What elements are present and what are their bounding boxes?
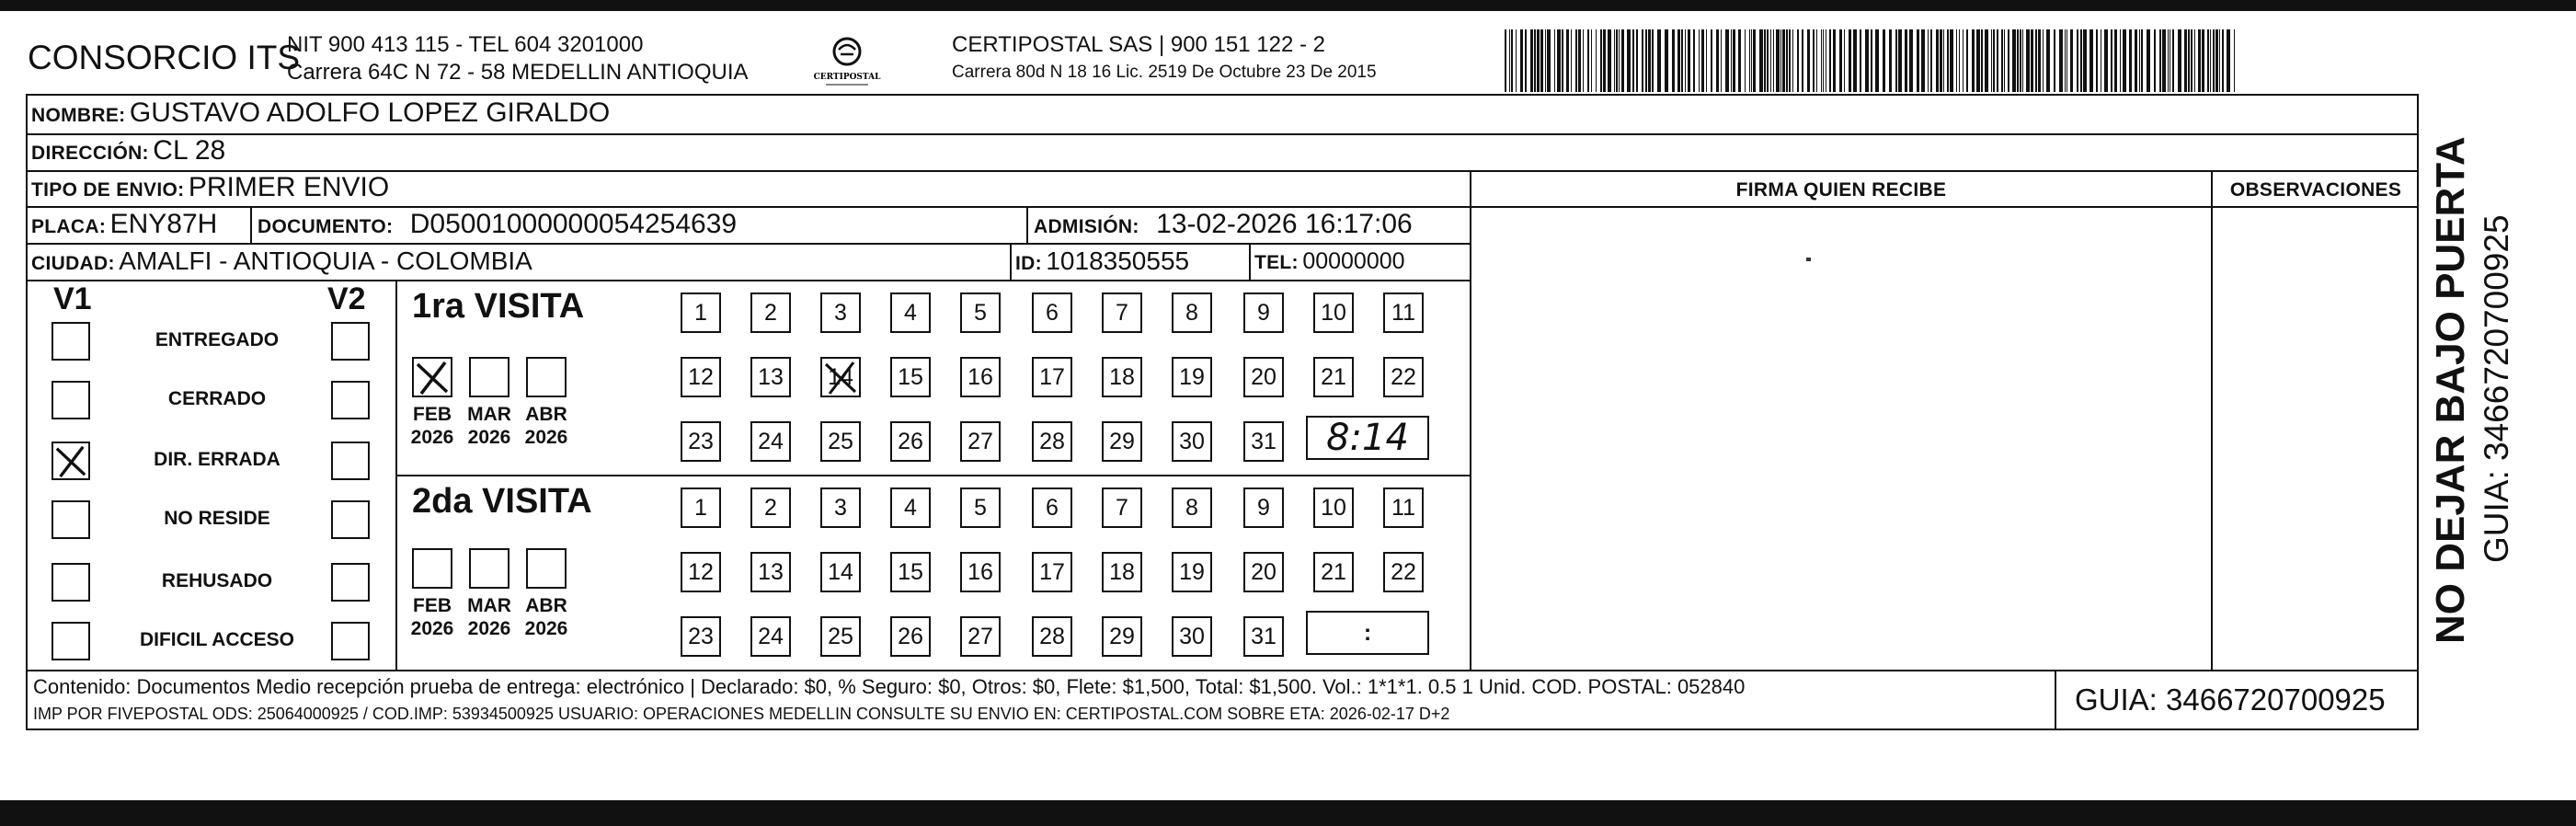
admision-label: ADMISIÓN: <box>1034 216 1139 237</box>
day-box[interactable] <box>820 552 861 592</box>
placa-label: PLACA: <box>31 216 107 237</box>
month-label: MAR <box>467 595 511 616</box>
month-year: 2026 <box>524 427 568 448</box>
month-year: 2026 <box>524 618 568 639</box>
day-box[interactable] <box>1032 421 1072 462</box>
placa-field <box>31 209 217 240</box>
day-number: 6 <box>1046 495 1059 521</box>
carrier-info <box>952 31 1377 86</box>
day-number: 4 <box>904 495 917 521</box>
day-box[interactable] <box>960 552 1001 592</box>
row-divider <box>26 133 2419 135</box>
visit1-time-box[interactable] <box>1306 416 1429 460</box>
day-box[interactable] <box>890 357 931 397</box>
day-box[interactable] <box>750 488 791 528</box>
day-box[interactable] <box>1313 293 1354 333</box>
v1-checkbox[interactable] <box>52 622 90 660</box>
day-box[interactable] <box>890 421 931 462</box>
day-number: 30 <box>1179 429 1205 454</box>
status-label: REHUSADO <box>161 570 273 591</box>
day-box[interactable] <box>750 421 791 462</box>
day-number: 5 <box>974 495 987 521</box>
day-number: 12 <box>688 559 714 585</box>
status-label: CERRADO <box>167 388 267 409</box>
nit-line: NIT 900 413 115 - TEL 604 3201000 <box>287 32 644 57</box>
day-box[interactable] <box>960 488 1001 528</box>
day-box[interactable] <box>890 488 931 528</box>
day-box[interactable] <box>820 488 861 528</box>
day-box[interactable] <box>1102 293 1142 333</box>
v2-checkbox[interactable] <box>331 500 370 539</box>
day-box[interactable] <box>820 616 861 657</box>
day-number: 7 <box>1116 300 1128 326</box>
v2-checkbox[interactable] <box>331 622 370 660</box>
day-number: 14 <box>828 559 853 585</box>
day-number: 29 <box>1109 429 1135 454</box>
day-number: 19 <box>1179 559 1205 585</box>
day-number: 16 <box>967 364 993 390</box>
day-box[interactable] <box>960 421 1001 462</box>
day-number: 25 <box>828 624 853 649</box>
col-divider <box>1249 243 1251 280</box>
day-number: 23 <box>688 429 714 454</box>
day-box[interactable] <box>890 616 931 657</box>
day-number: 3 <box>834 300 847 326</box>
day-box[interactable] <box>1243 616 1284 657</box>
day-number: 26 <box>898 624 923 649</box>
documento-value: D05001000000054254639 <box>409 209 738 239</box>
ciudad-label: CIUDAD: <box>31 253 115 274</box>
day-box[interactable] <box>681 421 721 462</box>
day-number: 8 <box>1185 300 1198 326</box>
day-number: 12 <box>688 364 714 390</box>
col-divider <box>250 206 252 243</box>
address-line: Carrera 64C N 72 - 58 MEDELLIN ANTIOQUIA <box>287 60 749 85</box>
day-number: 21 <box>1321 364 1346 390</box>
day-number: 24 <box>758 624 784 649</box>
col-divider <box>2055 670 2056 730</box>
day-number: 15 <box>898 559 923 585</box>
v2-checkbox[interactable] <box>331 563 370 602</box>
bottom-border-bar <box>0 800 2576 826</box>
top-border-bar <box>0 0 2576 11</box>
day-box[interactable] <box>1243 421 1284 462</box>
firma-label: FIRMA QUIEN RECIBE <box>1735 179 1947 201</box>
v2-checkbox[interactable] <box>331 322 370 361</box>
day-number: 15 <box>898 364 923 390</box>
tipo-envio-value: PRIMER ENVIO <box>188 172 390 202</box>
month-label: ABR <box>525 595 567 616</box>
v2-header: V2 <box>327 281 366 316</box>
day-number: 21 <box>1321 559 1346 585</box>
signature-mark <box>1806 258 1811 261</box>
status-label: ENTREGADO <box>155 329 280 350</box>
visit-divider <box>395 475 1470 476</box>
day-box[interactable] <box>1102 488 1142 528</box>
day-number: 1 <box>694 495 707 521</box>
id-field <box>1015 247 1189 276</box>
day-box[interactable] <box>1243 552 1284 592</box>
footer-guia: GUIA: 3466720700925 <box>2075 683 2386 717</box>
status-label: DIFICIL ACCESO <box>139 629 294 650</box>
month-year: 2026 <box>410 427 454 448</box>
company-info <box>287 31 749 86</box>
day-number: 26 <box>898 429 923 454</box>
day-number: 20 <box>1251 364 1277 390</box>
tipo-envio-field <box>31 172 389 203</box>
day-box[interactable] <box>750 293 791 333</box>
day-box[interactable] <box>1102 357 1142 397</box>
status-label: DIR. ERRADA <box>154 449 280 470</box>
day-box[interactable] <box>1102 616 1142 657</box>
ciudad-field <box>31 247 532 276</box>
day-box[interactable] <box>1032 552 1072 592</box>
month-label: FEB <box>413 404 452 425</box>
footer-content-line: Contenido: Documentos Medio recepción prueba de entrega: electrónico | Declarado: $0, % Seguro: $0, Otros: $0, Flete: $1,500, Total: $1,500. Vol.: 1*1*1. 0.5 1 Unid. COD. POSTAL: 052840 <box>33 675 1746 698</box>
footer-imp-line: IMP POR FIVEPOSTAL ODS: 25064000925 / COD.IMP: 53934500925 USUARIO: OPERACIONES MEDELLIN CONSULTE SU ENVIO EN: CERTIPOSTAL.COM SOBRE ETA: 2026-02-17 D+2 <box>33 705 1450 723</box>
v2-checkbox[interactable] <box>331 381 370 419</box>
id-label: ID: <box>1015 253 1042 274</box>
day-box[interactable] <box>681 357 721 397</box>
day-box[interactable] <box>960 293 1001 333</box>
day-number: 30 <box>1179 624 1205 649</box>
day-number: 5 <box>974 300 987 326</box>
day-number: 19 <box>1179 364 1205 390</box>
visit2-time: : <box>1363 620 1372 646</box>
v1-checkbox[interactable] <box>52 442 90 480</box>
id-value: 1018350555 <box>1046 247 1190 275</box>
day-number: 14 <box>828 364 853 390</box>
day-box[interactable] <box>1313 488 1354 528</box>
day-number: 2 <box>764 300 777 326</box>
month-label: MAR <box>467 404 511 425</box>
day-number: 16 <box>967 559 993 585</box>
v1-checkbox[interactable] <box>52 563 90 602</box>
day-number: 9 <box>1257 300 1270 326</box>
barcode <box>1505 29 2238 92</box>
day-box[interactable] <box>1313 552 1354 592</box>
day-number: 9 <box>1257 495 1270 521</box>
tel-value: 00000000 <box>1302 248 1405 274</box>
row-divider <box>26 280 1470 281</box>
day-box[interactable] <box>681 552 721 592</box>
tipo-envio-label: TIPO DE ENVIO: <box>31 179 185 201</box>
day-box[interactable] <box>1383 552 1424 592</box>
day-box[interactable] <box>820 357 861 397</box>
day-box[interactable] <box>1172 421 1212 462</box>
day-box[interactable] <box>681 616 721 657</box>
day-number: 17 <box>1039 364 1065 390</box>
day-box[interactable] <box>1102 421 1142 462</box>
day-box[interactable] <box>1383 488 1424 528</box>
month-checkbox[interactable] <box>526 548 567 589</box>
v2-checkbox[interactable] <box>331 442 370 480</box>
day-box[interactable] <box>750 616 791 657</box>
day-number: 28 <box>1039 624 1065 649</box>
day-box[interactable] <box>1313 357 1354 397</box>
company-name: CONSORCIO ITS <box>28 39 301 76</box>
day-number: 10 <box>1321 495 1346 521</box>
observaciones-label: OBSERVACIONES <box>2229 179 2402 201</box>
certipostal-logo <box>809 31 885 96</box>
day-box[interactable] <box>1172 552 1212 592</box>
col-divider <box>2211 170 2213 670</box>
ciudad-value: AMALFI - ANTIOQUIA - COLOMBIA <box>119 247 532 275</box>
day-number: 10 <box>1321 300 1346 326</box>
day-number: 22 <box>1391 364 1416 390</box>
day-number: 13 <box>758 559 784 585</box>
visit2-time-box[interactable] <box>1306 611 1429 655</box>
day-box[interactable] <box>890 552 931 592</box>
day-number: 31 <box>1251 429 1277 454</box>
v1-header: V1 <box>53 281 92 316</box>
row-divider <box>26 206 1470 208</box>
day-number: 7 <box>1116 495 1128 521</box>
month-checkbox[interactable] <box>412 548 452 589</box>
carrier-line: CERTIPOSTAL SAS | 900 151 122 - 2 <box>952 32 1325 57</box>
day-number: 4 <box>904 300 917 326</box>
side-warning: NO DEJAR BAJO PUERTA <box>2428 136 2473 644</box>
nombre-value: GUSTAVO ADOLFO LOPEZ GIRALDO <box>129 98 611 128</box>
day-number: 31 <box>1251 624 1277 649</box>
documento-label: DOCUMENTO: <box>258 216 394 237</box>
status-label: NO RESIDE <box>164 508 270 529</box>
row-divider <box>1470 206 2419 208</box>
day-number: 6 <box>1046 300 1059 326</box>
month-checkbox[interactable] <box>412 357 452 397</box>
day-number: 18 <box>1109 559 1135 585</box>
visit1-title: 1ra VISITA <box>412 287 585 326</box>
day-number: 11 <box>1391 300 1415 326</box>
col-divider <box>1026 206 1028 243</box>
day-x-mark <box>822 359 859 396</box>
row-divider <box>26 243 1470 245</box>
day-number: 3 <box>834 495 847 521</box>
day-box[interactable] <box>1032 488 1072 528</box>
direccion-label: DIRECCIÓN: <box>31 143 149 164</box>
v1-checkbox[interactable] <box>52 500 90 539</box>
day-box[interactable] <box>820 421 861 462</box>
day-number: 1 <box>694 300 707 326</box>
day-box[interactable] <box>1032 293 1072 333</box>
day-number: 20 <box>1251 559 1277 585</box>
day-number: 25 <box>828 429 853 454</box>
day-number: 22 <box>1391 559 1416 585</box>
month-year: 2026 <box>410 618 454 639</box>
day-box[interactable] <box>1383 293 1424 333</box>
day-box[interactable] <box>681 293 721 333</box>
month-checkbox[interactable] <box>469 357 509 397</box>
day-box[interactable] <box>1243 357 1284 397</box>
day-box[interactable] <box>1102 552 1142 592</box>
day-box[interactable] <box>1032 357 1072 397</box>
month-year: 2026 <box>467 618 511 639</box>
day-box[interactable] <box>1032 616 1072 657</box>
day-number: 2 <box>764 495 777 521</box>
visit1-time: 8:14 <box>1326 417 1409 459</box>
direccion-value: CL 28 <box>153 135 226 166</box>
month-checkbox[interactable] <box>469 548 509 589</box>
day-number: 17 <box>1039 559 1065 585</box>
day-number: 27 <box>967 429 993 454</box>
col-divider <box>1010 243 1012 280</box>
day-number: 23 <box>688 624 714 649</box>
visit2-title: 2da VISITA <box>412 482 592 521</box>
day-box[interactable] <box>1383 357 1424 397</box>
side-guia: GUIA: 3466720700925 <box>2478 214 2515 563</box>
day-box[interactable] <box>750 552 791 592</box>
day-number: 8 <box>1185 495 1198 521</box>
day-number: 27 <box>967 624 993 649</box>
direccion-field <box>31 135 225 166</box>
day-box[interactable] <box>960 616 1001 657</box>
day-number: 29 <box>1109 624 1135 649</box>
logo-text: CERTIPOSTAL <box>813 73 881 82</box>
col-divider <box>1470 170 1471 670</box>
admision-value: 13-02-2026 16:17:06 <box>1156 209 1413 239</box>
day-number: 24 <box>758 429 784 454</box>
nombre-field <box>31 98 610 129</box>
row-divider <box>26 670 2419 671</box>
tel-label: TEL: <box>1254 252 1299 273</box>
day-box[interactable] <box>1172 357 1212 397</box>
admision-field <box>1034 209 1413 240</box>
day-box[interactable] <box>681 488 721 528</box>
day-box[interactable] <box>960 357 1001 397</box>
day-box[interactable] <box>1172 616 1212 657</box>
day-number: 13 <box>758 364 784 390</box>
day-number: 28 <box>1039 429 1065 454</box>
day-number: 18 <box>1109 364 1135 390</box>
day-box[interactable] <box>1243 488 1284 528</box>
month-label: FEB <box>413 595 452 616</box>
day-box[interactable] <box>750 357 791 397</box>
placa-value: ENY87H <box>109 209 218 239</box>
v1-checkbox[interactable] <box>52 381 90 419</box>
day-box[interactable] <box>820 293 861 333</box>
carrier-license: Carrera 80d N 18 16 Lic. 2519 De Octubre 23 De 2015 <box>952 63 1377 82</box>
month-checkbox[interactable] <box>526 357 567 397</box>
day-box[interactable] <box>1172 488 1212 528</box>
month-year: 2026 <box>467 427 511 448</box>
day-box[interactable] <box>1243 293 1284 333</box>
month-label: ABR <box>525 404 567 425</box>
tel-field <box>1254 248 1405 275</box>
documento-field <box>258 209 737 240</box>
nombre-label: NOMBRE: <box>31 105 126 126</box>
day-number: 11 <box>1391 495 1415 521</box>
day-box[interactable] <box>890 293 931 333</box>
v1-checkbox[interactable] <box>52 322 90 361</box>
day-box[interactable] <box>1172 293 1212 333</box>
